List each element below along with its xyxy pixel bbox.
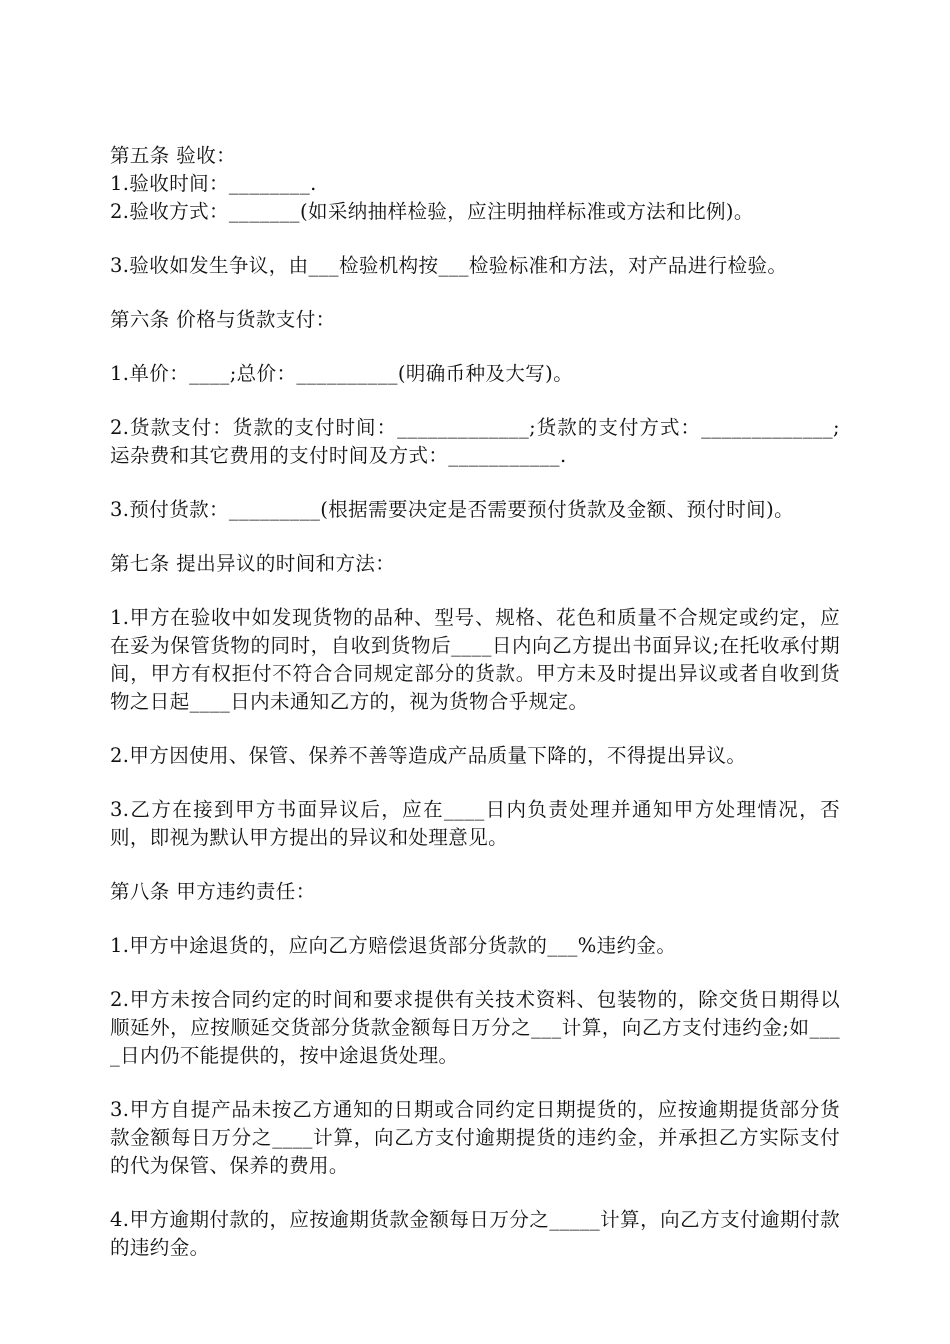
article-6-clause-3: 3.预付货款：_________(根据需要决定是否需要预付货款及金额、预付时间)。 [110,498,794,521]
article-6-title: 第六条 价格与货款支付： [110,308,336,331]
article-8-clause-4: 4.甲方逾期付款的，应按逾期货款金额每日万分之_____计算，向乙方支付逾期付款的违约金。 [110,1208,840,1259]
article-8-title: 第八条 甲方违约责任： [110,880,316,903]
article-5-clause-3: 3.验收如发生争议，由___检验机构按___检验标准和方法，对产品进行检验。 [110,254,788,277]
article-7-clause-1: 1.甲方在验收中如发现货物的品种、型号、规格、花色和质量不合规定或约定，应在妥为保管货物的同时，自收到货物后____日内向乙方提出书面异议;在托收承付期间，甲方有权拒付不符合合同规定部分的货款。甲方未及时提出异议或者自收到货物之日起____日内未通知乙方的，视为货物合乎规定。 [110,606,840,713]
article-7-title: 第七条 提出异议的时间和方法： [110,552,396,575]
article-6-clause-2: 2.货款支付：货款的支付时间：_____________;货款的支付方式：_____________;运杂费和其它费用的支付时间及方式：___________. [110,416,840,467]
article-5-clause-2: 2.验收方式：_______(如采纳抽样检验，应注明抽样标准或方法和比例)。 [110,200,754,223]
article-5-title: 第五条 验收： [110,144,236,167]
article-6-clause-1: 1.单价：____;总价：__________(明确币种及大写)。 [110,362,574,385]
article-5-clause-1: 1.验收时间：________. [110,172,317,195]
article-7-clause-3: 3.乙方在接到甲方书面异议后，应在____日内负责处理并通知甲方处理情况，否则，即视为默认甲方提出的异议和处理意见。 [110,798,840,849]
article-8-clause-3: 3.甲方自提产品未按乙方通知的日期或合同约定日期提货的，应按逾期提货部分货款金额每日万分之____计算，向乙方支付逾期提货的违约金，并承担乙方实际支付的代为保管、保养的费用。 [110,1098,840,1177]
article-7-clause-2: 2.甲方因使用、保管、保养不善等造成产品质量下降的，不得提出异议。 [110,744,747,767]
contract-page [110,142,840,1262]
article-8-clause-2: 2.甲方未按合同约定的时间和要求提供有关技术资料、包装物的，除交货日期得以顺延外，应按顺延交货部分货款金额每日万分之___计算，向乙方支付违约金;如____日内仍不能提供的，按中途退货处理。 [110,988,840,1067]
article-8-clause-1: 1.甲方中途退货的，应向乙方赔偿退货部分货款的___%违约金。 [110,934,677,957]
